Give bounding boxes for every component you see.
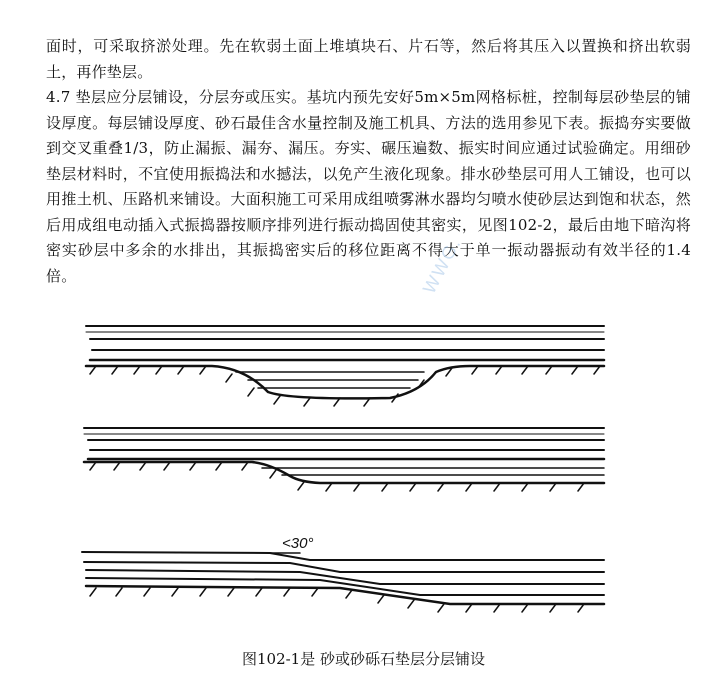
figure-caption: 图102-1是 砂或砂砾石垫层分层铺设: [241, 650, 485, 668]
angle-label: <30°: [282, 535, 314, 552]
paragraph-4-7: 4.7 垫层应分层铺设，分层夯或压实。基坑内预先安好5m×5m网格标桩，控制每层砂垫层的铺设厚度。每层铺设厚度、砂石最佳含水量控制及施工机具、方法的选用参见下表。振捣夯实要做到交叉重叠1/3，防止漏振、漏夯、漏压。夯实、碾压遍数、振实时间应通过试验确定。用细砂垫层材料时，不宜使用振捣法和水撼法，以免产生液化现象。排水砂垫层可用人工铺设，也可以用推土机、压路机来铺设。大面积施工可采用成组喷雾淋水器均匀喷水使砂层达到饱和状态，然后用成组电动插入式振捣器按顺序排列进行振动捣固使其密实，见图102-2，最后由地下暗沟将密实砂层中多余的水排出，其振捣密实后的移位距离不得大于单一振动器振动有效半径的1.4倍。: [46, 88, 691, 285]
watermark: WWG.: [418, 233, 466, 297]
diagram-step-layers: [84, 428, 604, 491]
diagram-sloped-layers: [82, 552, 604, 612]
diagram-trench-layers: [86, 326, 604, 406]
paragraph-continued: 面时，可采取挤淤处理。先在软弱土面上堆填块石、片石等，然后将其压入以置换和挤出软弱土，再作垫层。: [46, 37, 691, 81]
